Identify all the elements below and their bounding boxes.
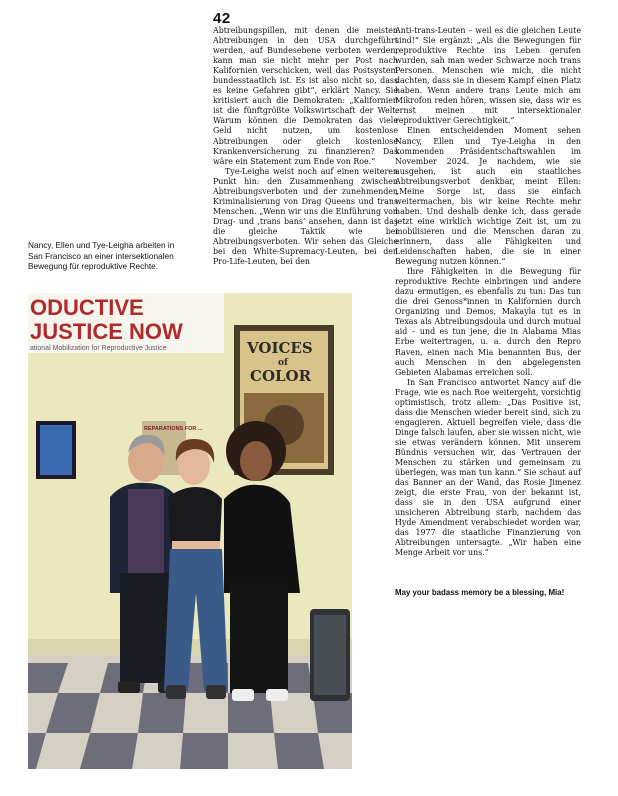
paragraph: Einen entscheidenden Moment sehen Nancy, Ellen und Tye-Leigha in den kommenden Präsidentschaftswahlen im November 2024. Je nachdem, wie sie ausgehen, ist auch ein staatliches Abtreibungsverbot denkbar, meint Ellen: „Meine Sorge ist, dass sie einfach weitermachen, bis wir keine Rechte mehr haben. Und deshalb denke ich, dass gerade jetzt eine wirklich wichtige Zeit ist, um zu mobilisieren und die Menschen daran zu erinnern, dass alle Fähigkeiten und Leidenschaften haben, die sie in einer Bewegung nutzen können.“ <box>395 126 581 267</box>
dedication: May your badass memory be a blessing, Mia! <box>395 588 565 597</box>
poster-title: VOICES <box>247 339 313 357</box>
svg-text:of: of <box>278 358 288 368</box>
paragraph: Anti-trans-Leuten – weil es die gleichen Leute sind!“ Sie ergänzt: „Als die Bewegungen für reproduktive Rechte ins Leben gerufen wurden, sah man weder Schwarze noch trans Personen. Menschen wie mich, die nicht dachten, dass sie in diesem Kampf einen Platz haben. Wenn andere trans Leute mich am Mikrofon reden hören, wissen sie, dass wir es ernst meinen mit intersektionaler reproduktiver Gerechtigkeit.“ <box>395 26 581 126</box>
paragraph: Abtreibungspillen, mit denen die meisten Abtreibungen in den USA durchgeführt werden, auf Bundesebene verboten werden, kann man sie nicht mehr per Post nach Kalifornien verschicken, weil das Postsystem bundesstaatlich ist. Es ist also nicht so, dass es keine Gefahren gibt“, erklärt Nancy. Sie kritisiert auch die Demokraten: „Kalifornien ist die fünftgrößte Volkswirtschaft der Welt. Warum können die Demokraten das viele Geld nicht nutzen, um kostenlose Abtreibungen oder gleich kostenlose Krankenversicherung zu finanzieren? Das wäre ein Statement zum Ende von Roe.“ <box>213 26 398 166</box>
article-column-right <box>395 26 581 558</box>
banner-line-1: ODUCTIVE <box>30 295 144 320</box>
paragraph: In San Francisco antwortet Nancy auf die Frage, wie es nach Roe weitergeht, vorsichtig optimistisch, trotz allem: „Das Positive ist, dass die Menschen wieder bereit sind, sich zu engagieren. Aktuell begreifen viele, dass die Dinge falsch laufen, aber sie wissen nicht, wie sie etwas verändern können. Mit unserem Bündnis versuchen wir, das Vertrauen der Menschen zu stärken und gemeinsam zu überlegen, was man tun kann.“ Sie schaut auf das Banner an der Wand, das Rosie Jimenez zeigt, die erste Frau, von der bekannt ist, dass sie in den USA aufgrund einer unsicheren Abtreibung starb, nachdem das Hyde Amendment verabschiedet worden war, das 1977 die staatliche Finanzierung von Abtreibungen untersagte. „Wir haben eine Menge Arbeit vor uns.“ <box>395 377 581 558</box>
checkered-floor <box>28 655 352 769</box>
banner-subtitle: ational Mobilization for Reproductive Justice <box>30 345 167 352</box>
photo <box>28 293 352 769</box>
paragraph: Tye-Leigha weist noch auf einen weiteren Punkt hin: den Zusammenhang zwischen Abtreibungsverboten und der zunehmenden Kriminalisierung von Drag Queens und trans Menschen. „Wenn wir uns die Einführung von Drag- und ‚trans bans‘ ansehen, dann ist das die gleiche Taktik wie bei Abtreibungsverboten. Wir sehen das Gleiche bei den White-Supremacy-Leuten, bei den Pro-Life-Leuten, bei den <box>213 166 398 267</box>
article-column-middle <box>213 26 398 267</box>
page-number: 42 <box>213 10 231 27</box>
svg-text:COLOR: COLOR <box>250 367 312 385</box>
svg-text:REPARATIONS FOR ...: REPARATIONS FOR ... <box>144 426 203 432</box>
photo-caption: Nancy, Ellen und Tye-Leigha arbeiten in San Francisco an einer intersektionalen Bewegung für reproduktive Rechte. <box>28 240 175 272</box>
banner-line-2: JUSTICE NOW <box>30 319 183 344</box>
paragraph: Ihre Fähigkeiten in die Bewegung für reproduktive Rechte einbringen und andere dazu ermutigen, es ebenfalls zu tun: Das tun die drei Genoss*innen in Kalifornien durch Organizing und Demos, Makayla tut es in Texas als Abtreibungsdoula und durch mutual aid – und es tun jene, die in Alabama Mias Erbe weitertragen, u. a. durch den Repro Raven, einen nach Mia benannten Bus, der auch Menschen in den abgelegensten Gebieten Alabamas erreichen soll. <box>395 267 581 377</box>
